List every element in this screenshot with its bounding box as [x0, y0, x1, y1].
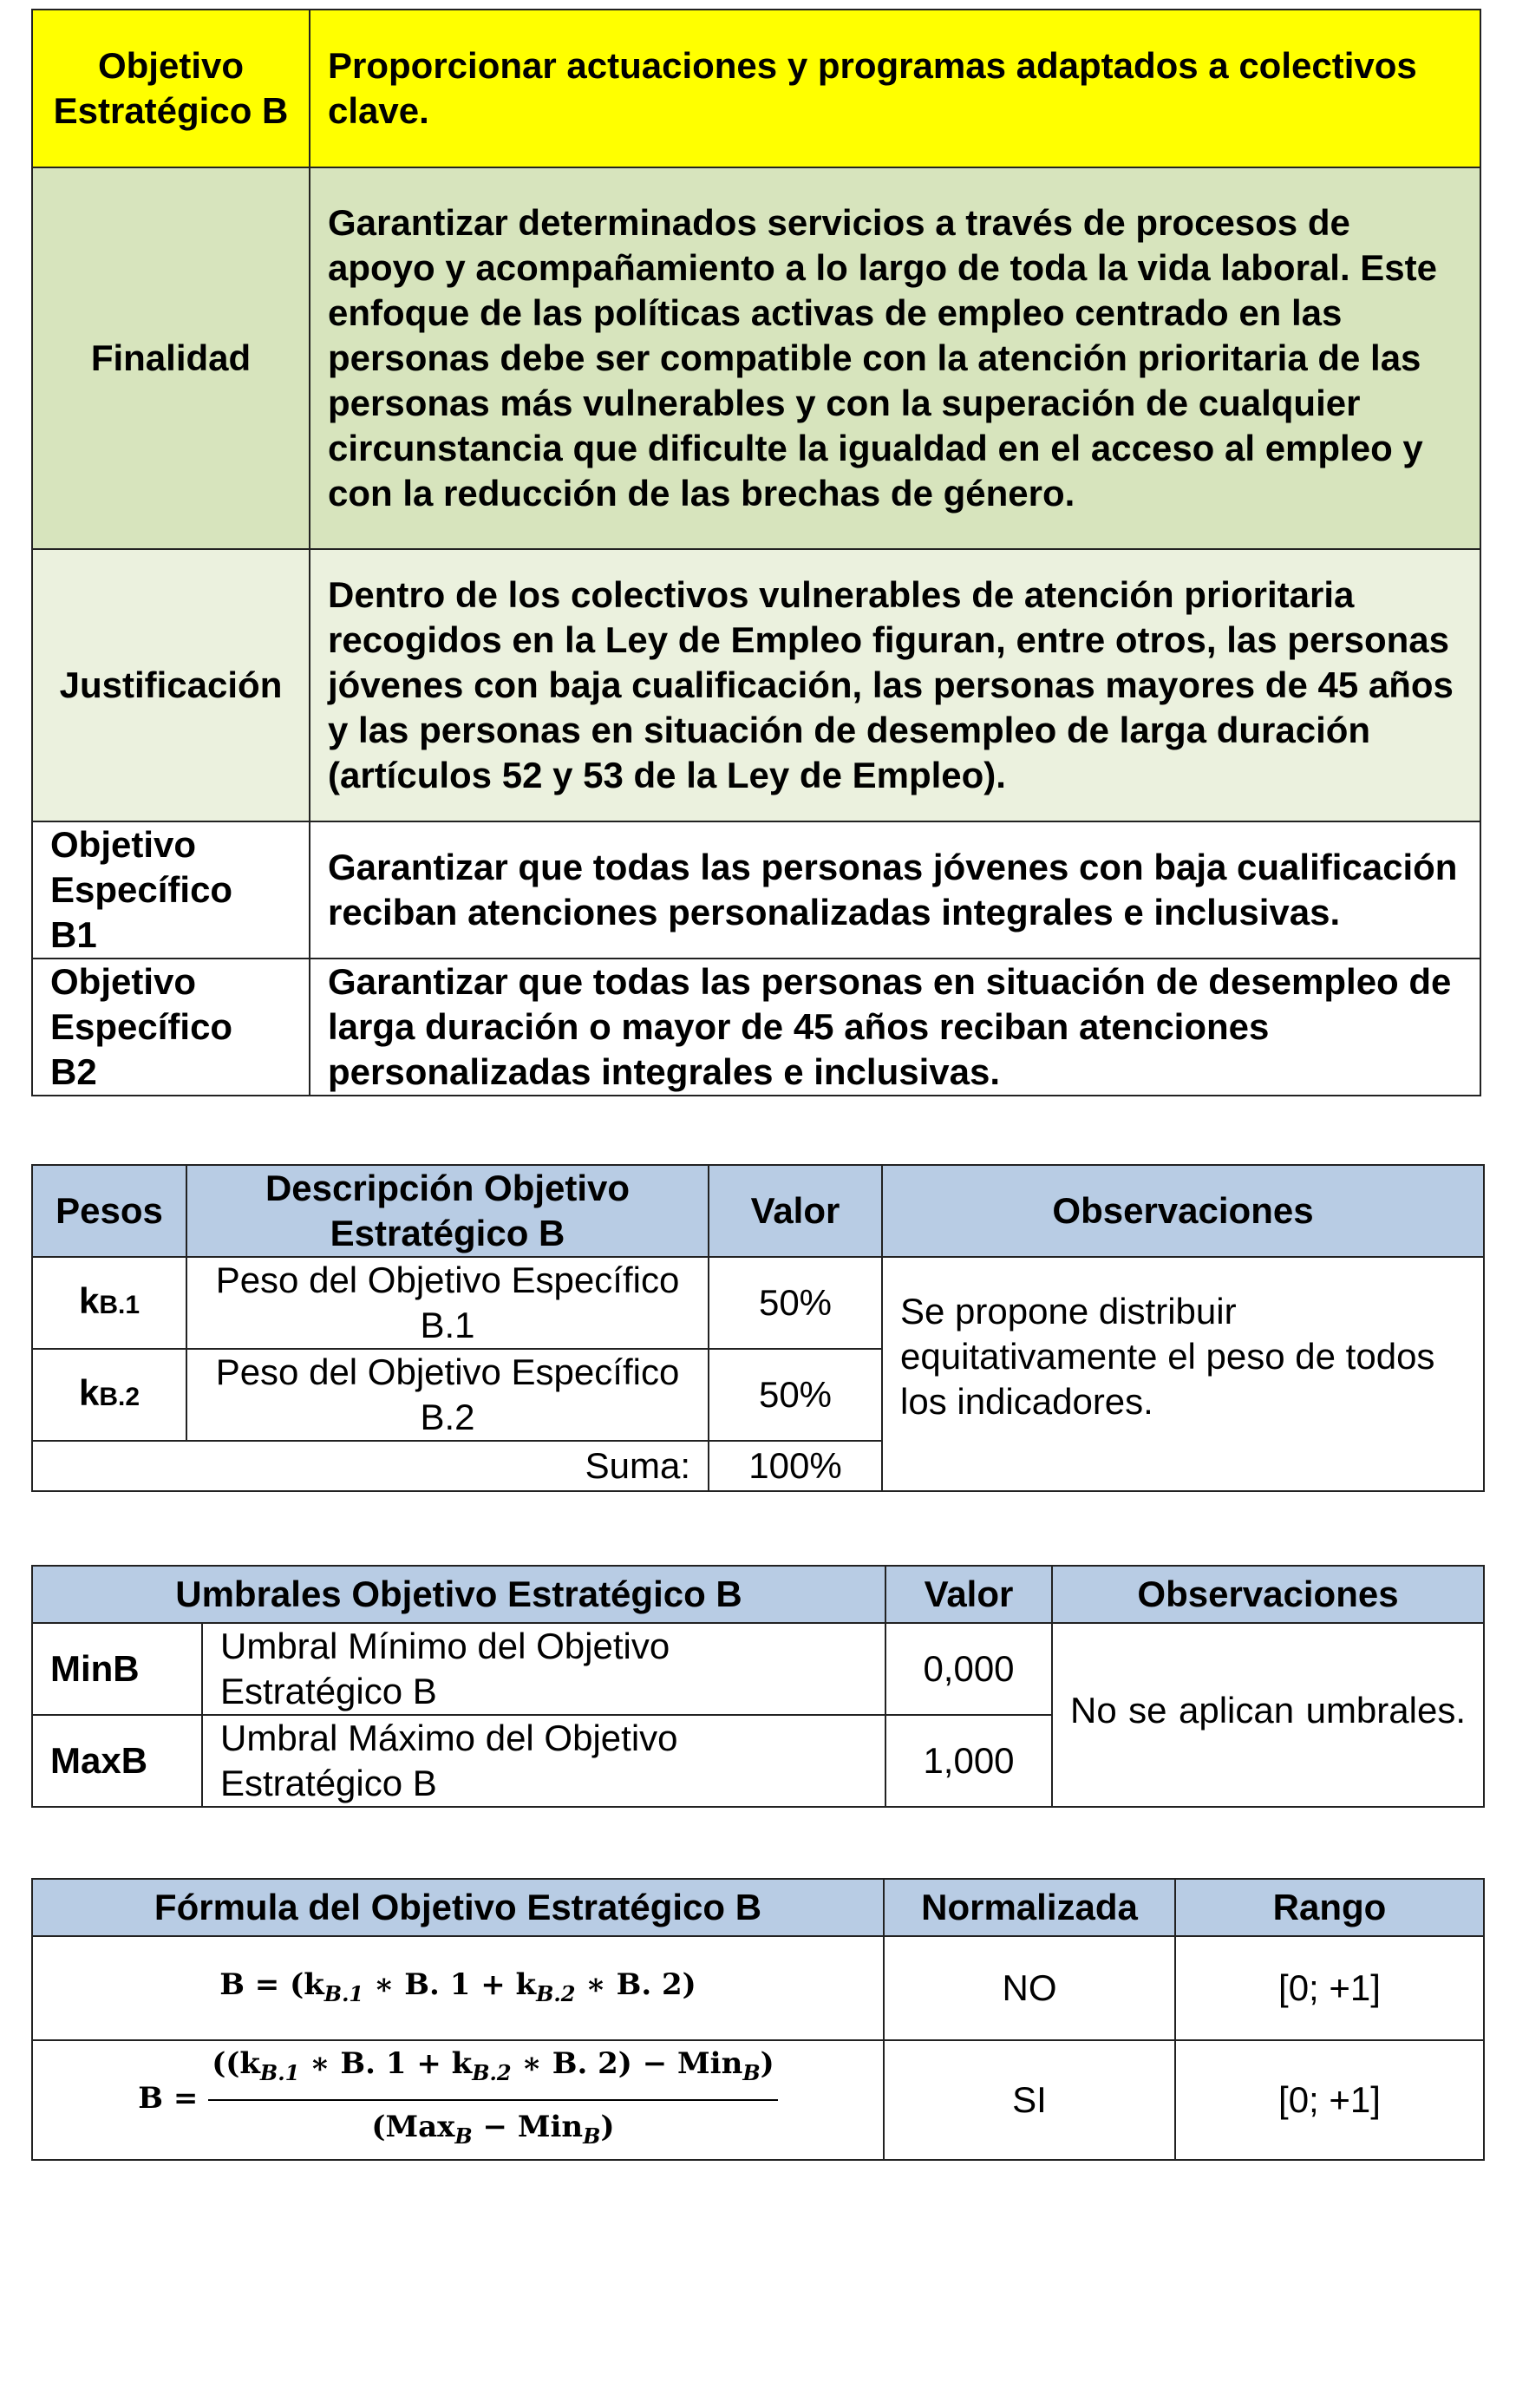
column-header: Valor: [709, 1165, 882, 1257]
weight-value: 50%: [709, 1257, 882, 1349]
weights-table: [31, 1164, 1485, 1492]
objective-table: [31, 9, 1481, 1096]
table-row: [32, 2040, 1484, 2160]
formula-plain: $B = (k_{B.1}$ ∗ B. $1 + k_{B.2}$ ∗ B. 2): [219, 1967, 696, 2006]
finalidad-label: Finalidad: [32, 167, 310, 549]
formula-table: [31, 1878, 1485, 2161]
table-row: [32, 1623, 1484, 1715]
sum-value: 100%: [709, 1441, 882, 1491]
column-header: Observaciones: [1052, 1566, 1484, 1623]
weight-description: Peso del Objetivo Específico B.1: [186, 1257, 709, 1349]
column-header: Normalizada: [884, 1879, 1175, 1936]
threshold-value: 1,000: [885, 1715, 1052, 1807]
weight-symbol: kB.2: [32, 1349, 186, 1441]
table-header-row: [32, 1165, 1484, 1257]
normalized-value: SI: [884, 2040, 1175, 2160]
weight-value: 50%: [709, 1349, 882, 1441]
thresholds-table: [31, 1565, 1485, 1808]
specific-objective-b1-text: Garantizar que todas las personas jóvenes con baja cualificación reciban atenciones personalizadas integrales e inclusivas.: [310, 821, 1480, 959]
weight-description: Peso del Objetivo Específico B.2: [186, 1349, 709, 1441]
column-header: Descripción Objetivo Estratégico B: [186, 1165, 709, 1257]
threshold-code: MaxB: [32, 1715, 202, 1807]
table-row: [32, 1936, 1484, 2040]
justificacion-label: Justificación: [32, 549, 310, 821]
specific-objective-b1-label: Objetivo Específico B1: [32, 821, 310, 959]
threshold-description: Umbral Máximo del Objetivo Estratégico B: [202, 1715, 885, 1807]
threshold-value: 0,000: [885, 1623, 1052, 1715]
column-header: Pesos: [32, 1165, 186, 1257]
thresholds-observation: No se aplican umbrales.: [1052, 1623, 1484, 1807]
threshold-code: MinB: [32, 1623, 202, 1715]
weight-symbol: kB.1: [32, 1257, 186, 1349]
table-row: [32, 821, 1480, 959]
table-row: [32, 167, 1480, 549]
justificacion-text: Dentro de los colectivos vulnerables de atención prioritaria recogidos en la Ley de Empleo figuran, entre otros, las personas jóvenes con baja cualificación, las personas mayores de 45 años y las personas en situación de desempleo de larga duración (artículos 52 y 53 de la Ley de Empleo).: [310, 549, 1480, 821]
threshold-description: Umbral Mínimo del Objetivo Estratégico B: [202, 1623, 885, 1715]
specific-objective-b2-text: Garantizar que todas las personas en situación de desempleo de larga duración o mayor de 45 años reciban atenciones personalizadas integrales e inclusivas.: [310, 959, 1480, 1096]
column-header: Umbrales Objetivo Estratégico B: [32, 1566, 885, 1623]
column-header: Valor: [885, 1566, 1052, 1623]
weights-observation: Se propone distribuir equitativamente el peso de todos los indicadores.: [882, 1257, 1484, 1491]
finalidad-text: Garantizar determinados servicios a través de procesos de apoyo y acompañamiento a lo largo de toda la vida laboral. Este enfoque de las políticas activas de empleo centrado en las personas debe ser compatible con la atención prioritaria de las personas más vulnerables y con la superación de cualquier circunstancia que dificulte la igualdad en el acceso al empleo y con la reducción de las brechas de género.: [310, 167, 1480, 549]
specific-objective-b2-label: Objetivo Específico B2: [32, 959, 310, 1096]
objective-text: Proporcionar actuaciones y programas adaptados a colectivos clave.: [310, 10, 1480, 167]
formula-normalized: B = $\frac{((k_{B.1} ∗ B. 1 + k_{B.2} ∗ B. 2) - Min_B)}{(Max_B - Min_B)}$: [138, 2081, 777, 2116]
column-header: Fórmula del Objetivo Estratégico B: [32, 1879, 884, 1936]
normalized-value: NO: [884, 1936, 1175, 2040]
sum-label: Suma:: [32, 1441, 709, 1491]
table-row: [32, 959, 1480, 1096]
formula-cell: [32, 2040, 884, 2160]
range-value: [0; +1]: [1175, 2040, 1484, 2160]
table-row: [32, 1257, 1484, 1349]
table-row: [32, 549, 1480, 821]
range-value: [0; +1]: [1175, 1936, 1484, 2040]
table-row: [32, 10, 1480, 167]
table-header-row: [32, 1879, 1484, 1936]
table-header-row: [32, 1566, 1484, 1623]
column-header: Rango: [1175, 1879, 1484, 1936]
objective-label: Objetivo Estratégico B: [32, 10, 310, 167]
column-header: Observaciones: [882, 1165, 1484, 1257]
formula-cell: [32, 1936, 884, 2040]
